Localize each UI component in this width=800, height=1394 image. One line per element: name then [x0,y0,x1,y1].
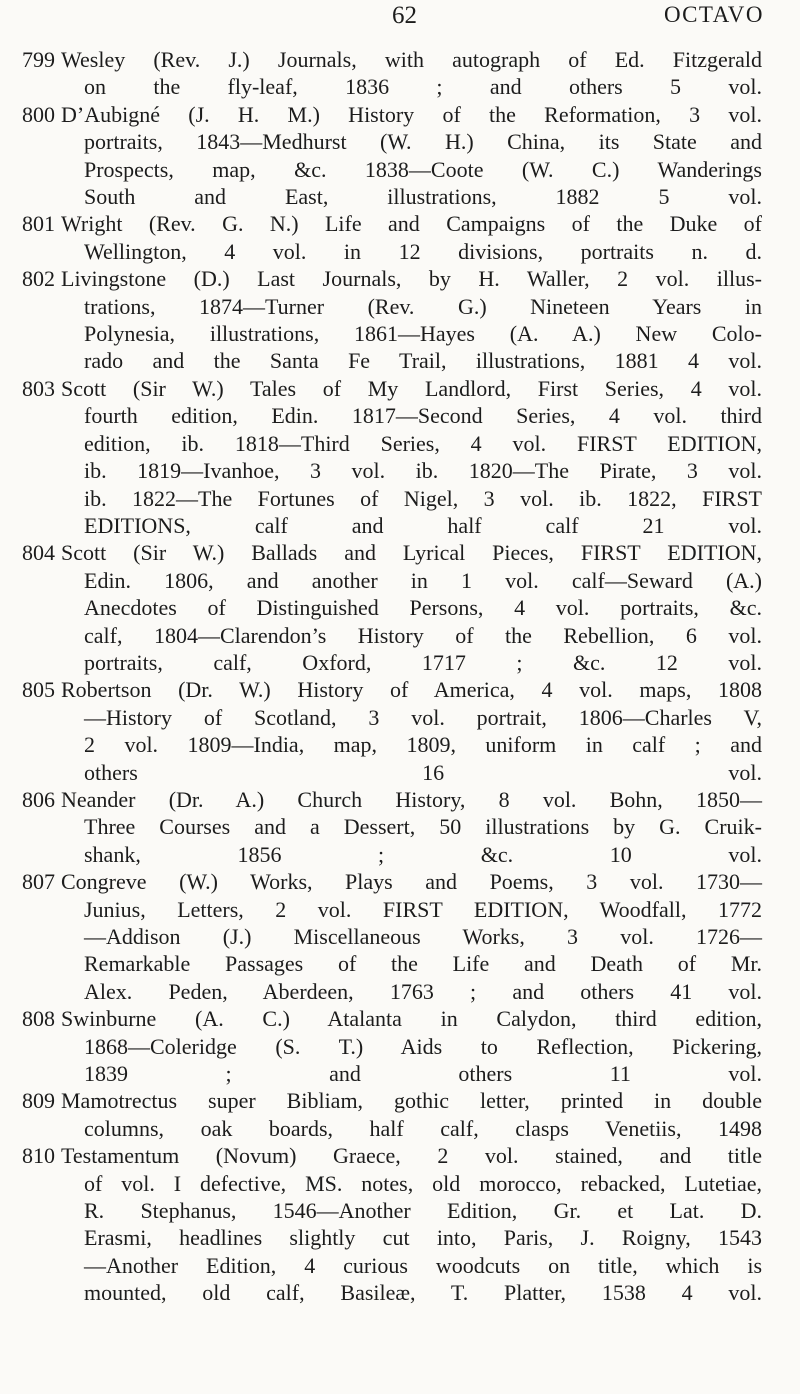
entry-line: rado and the Santa Fe Trail, illustrations, 1881 4 vol. [84,348,762,374]
entry-line: EDITIONS, calf and half calf 21 vol. [84,512,762,538]
entry-line: shank, 1856 ; &c. 10 vol. [84,841,762,867]
lot-number: 806 [22,786,55,812]
entry-line: edition, ib. 1818—Third Series, 4 vol. FIRST EDITION, [84,430,762,456]
entry-line: 1839 ; and others 11 vol. [84,1061,762,1087]
entry-line: of vol. I defective, MS. notes, old morocco, rebacked, Lutetiae, [84,1170,762,1196]
entry-line: South and East, illustrations, 1882 5 vol. [84,184,762,210]
catalogue-entry [0,101,800,211]
entry-line: Scott (Sir W.) Ballads and Lyrical Pieces, FIRST EDITION, [61,540,762,566]
entry-line: Robertson (Dr. W.) History of America, 4 vol. maps, 1808 [61,677,762,703]
lot-number: 807 [22,869,55,895]
catalogue-entry [0,676,800,786]
entry-line: portraits, calf, Oxford, 1717 ; &c. 12 vol. [84,649,762,675]
catalogue-entry [0,1142,800,1306]
entry-line: Edin. 1806, and another in 1 vol. calf—Seward (A.) [84,567,762,593]
catalogue-entry [0,539,800,676]
entry-line: Wright (Rev. G. N.) Life and Campaigns of the Duke of [61,211,762,237]
entry-line: Junius, Letters, 2 vol. FIRST EDITION, Woodfall, 1772 [84,896,762,922]
entry-line: Scott (Sir W.) Tales of My Landlord, First Series, 4 vol. [61,375,762,401]
lot-number: 809 [22,1088,55,1114]
entry-line: Polynesia, illustrations, 1861—Hayes (A. A.) New Colo- [84,321,762,347]
catalogue-entry [0,786,800,868]
catalogue-entries [0,46,800,1307]
entry-line: 2 vol. 1809—India, map, 1809, uniform in calf ; and [84,732,762,758]
lot-number: 810 [22,1143,55,1169]
lot-number: 808 [22,1006,55,1032]
entry-line: Congreve (W.) Works, Plays and Poems, 3 vol. 1730— [61,869,762,895]
entry-line: Anecdotes of Distinguished Persons, 4 vol. portraits, &c. [84,595,762,621]
catalogue-entry [0,868,800,1005]
entry-line: Wellington, 4 vol. in 12 divisions, portraits n. d. [84,238,762,264]
entry-line: others 16 vol. [84,759,762,785]
page-header [0,2,800,42]
entry-line: Neander (Dr. A.) Church History, 8 vol. Bohn, 1850— [61,786,762,812]
entry-line: —Another Edition, 4 curious woodcuts on title, which is [84,1252,762,1278]
entry-line: columns, oak boards, half calf, clasps Venetiis, 1498 [84,1115,762,1141]
catalogue-entry [0,1005,800,1087]
lot-number: 805 [22,677,55,703]
lot-number: 800 [22,101,55,127]
lot-number: 799 [22,47,55,72]
section-title: OCTAVO [663,2,764,27]
entry-line: mounted, old calf, Basileæ, T. Platter, 1538 4 vol. [84,1280,762,1306]
entry-line: Erasmi, headlines slightly cut into, Paris, J. Roigny, 1543 [84,1225,762,1251]
entry-line: on the fly-leaf, 1836 ; and others 5 vol. [84,74,762,100]
lot-number: 802 [22,266,55,292]
page-number: 62 [392,2,417,29]
entry-line: trations, 1874—Turner (Rev. G.) Nineteen Years in [84,293,762,319]
entry-line: fourth edition, Edin. 1817—Second Series, 4 vol. third [84,403,762,429]
entry-line: Mamotrectus super Bibliam, gothic letter, printed in double [61,1088,762,1114]
catalogue-entry [0,1087,800,1142]
entry-line: —History of Scotland, 3 vol. portrait, 1806—Charles V, [84,704,762,730]
entry-line: Three Courses and a Dessert, 50 illustrations by G. Cruik- [84,814,762,840]
entry-line: Swinburne (A. C.) Atalanta in Calydon, third edition, [61,1006,762,1032]
entry-line: D’Aubigné (J. H. M.) History of the Reformation, 3 vol. [61,101,762,127]
catalogue-entry [0,265,800,375]
entry-line: portraits, 1843—Medhurst (W. H.) China, its State and [84,129,762,155]
catalogue-entry [0,375,800,539]
entry-line: ib. 1819—Ivanhoe, 3 vol. ib. 1820—The Pirate, 3 vol. [84,458,762,484]
lot-number: 804 [22,540,55,566]
entry-line: Remarkable Passages of the Life and Death of Mr. [84,951,762,977]
entry-line: 1868—Coleridge (S. T.) Aids to Reflection, Pickering, [84,1033,762,1059]
catalogue-entry [0,46,800,101]
entry-line: R. Stephanus, 1546—Another Edition, Gr. et Lat. D. [84,1198,762,1224]
entry-line: Alex. Peden, Aberdeen, 1763 ; and others 41 vol. [84,978,762,1004]
entry-line: ib. 1822—The Fortunes of Nigel, 3 vol. ib. 1822, FIRST [84,485,762,511]
entry-line: Testamentum (Novum) Graece, 2 vol. stained, and title [61,1143,762,1169]
entry-line: Prospects, map, &c. 1838—Coote (W. C.) Wanderings [84,156,762,182]
lot-number: 801 [22,211,55,237]
catalogue-entry [0,210,800,265]
entry-line: —Addison (J.) Miscellaneous Works, 3 vol. 1726— [84,924,762,949]
entry-line: Wesley (Rev. J.) Journals, with autograph of Ed. Fitzgerald [61,47,762,72]
entry-line: calf, 1804—Clarendon’s History of the Rebellion, 6 vol. [84,622,762,648]
lot-number: 803 [22,375,55,401]
entry-line: Livingstone (D.) Last Journals, by H. Waller, 2 vol. illus- [61,266,762,292]
